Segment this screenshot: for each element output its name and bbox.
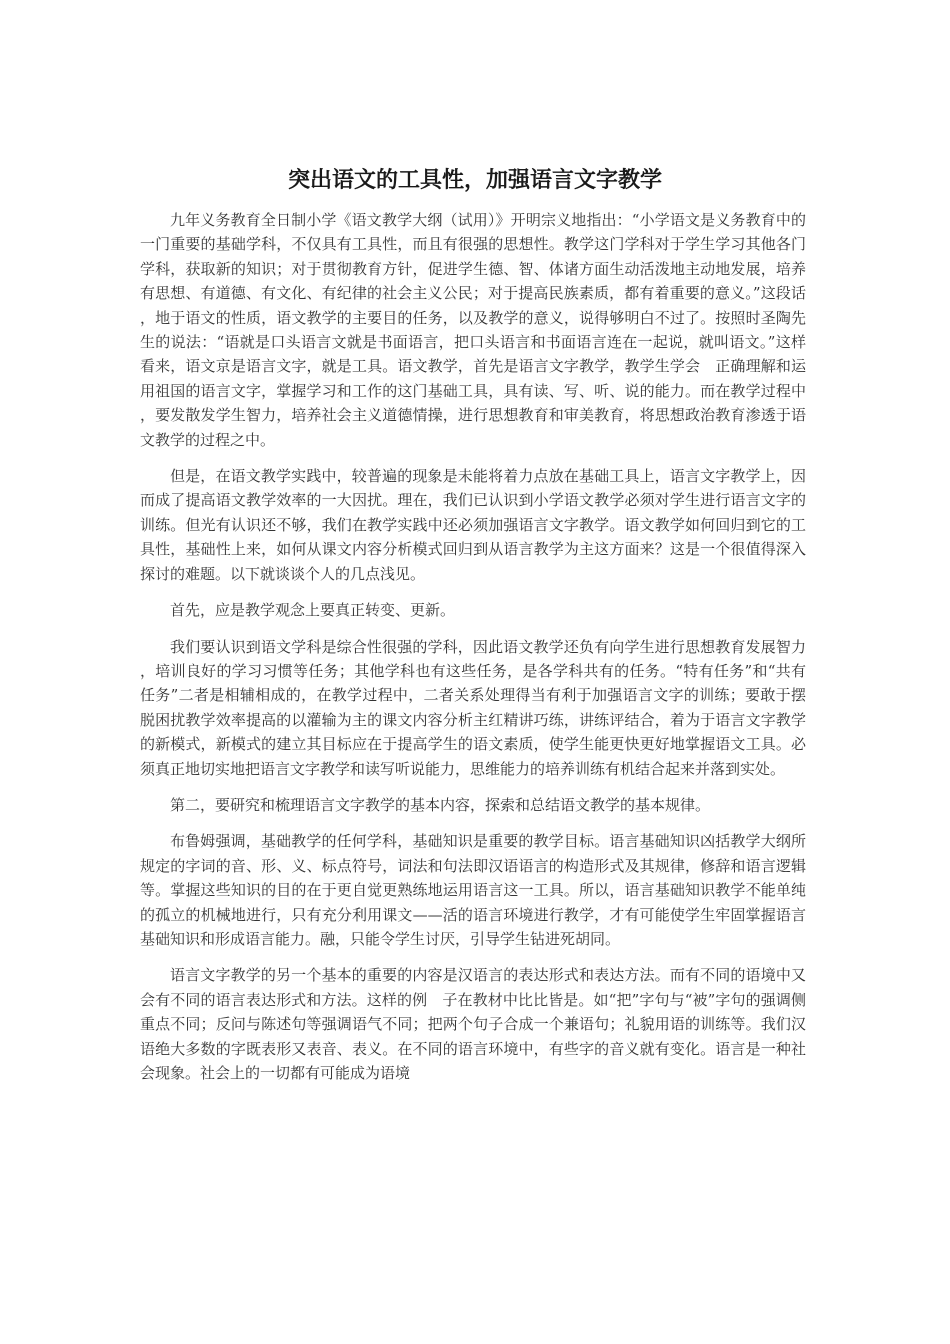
paragraph-3: 首先，应是教学观念上要真正转变、更新。 — [170, 601, 456, 620]
paragraph-1: 九年义务教育全日制小学《语文教学大纲（试用）》开明宗义地指出：“小学语文是义务教育中的一门重要的基础学科，不仅具有工具性，而且有很强的思想性。教学这门学科对于学生学习其他各门学科，获取新的知识；对于贯彻教育方针，促进学生德、智、体诸方面生动活泼地主动地发展，培养有思想、有道德、有文化、有纪律的社会主义公民；对于提高民族素质，都有着重要的意义。”这段话，地于语文的性质，语文教学的主要目的任务，以及教学的意义，说得够明白不过了。按照时圣陶先生的说法：“语就是口头语言文就是书面语言，把口头语言和书面语言连在一起说，就叫语文。”这样看来，语文京是语言文字，就是工具。语文教学，首先是语言文字教学，教学生学会 正确理解和运用祖国的语言文字，掌握学习和工作的这门基础工具，具有读、写、听、说的能力。而在教学过程中，要发散发学生智力，培养社会主义道德情操，进行思想教育和审美教育，将思想政治教育渗透于语文教学的过程之中。 — [140, 211, 806, 449]
paragraph-7: 语言文字教学的另一个基本的重要的内容是汉语言的表达形式和表达方法。而有不同的语境中又会有不同的语言表达形式和方法。这样的例 子在教材中比比皆是。如“把”字句与“被”字句的强调侧重点不同；反问与陈述句等强调语气不同；把两个句子合成一个兼语句；礼貌用语的训练等。我们汉语绝大多数的字既表形又表音、表义。在不同的语言环境中，有些字的音义就有变化。语言是一种社会现象。社会上的一切都有可能成为语境 — [140, 966, 806, 1082]
paragraph-5: 第二，要研究和梳理语言文字教学的基本内容，探索和总结语文教学的基本规律。 — [170, 795, 711, 814]
paragraph-6: 布鲁姆强调，基础教学的任何学科，基础知识是重要的教学目标。语言基础知识凶括教学大纲所规定的字词的音、形、义、标点符号，词法和句法即汉语语言的构造形式及其规律，修辞和语言逻辑等。掌握这些知识的目的在于更自觉更熟练地运用语言这一工具。所以，语言基础知识教学不能单纯的孤立的机械地进行，只有充分利用课文——活的语言环境进行教学，才有可能使学生牢固掌握语言基础知识和形成语言能力。融，只能令学生讨厌，引导学生钻进死胡同。 — [140, 832, 806, 948]
paragraph-4: 我们要认识到语文学科是综合性很强的学科，因此语文教学还负有向学生进行思想教育发展智力，培训良好的学习习惯等任务；其他学科也有这些任务，是各学科共有的任务。“特有任务”和“共有任务”二者是相辅相成的，在教学过程中，二者关系处理得当有利于加强语言文字的训练；要敢于摆脱困扰教学效率提高的以灌输为主的课文内容分析主红精讲巧练，讲练评结合，着为于语言文字教学的新模式，新模式的建立其目标应在于提高学生的语文素质，使学生能更快更好地掌握语文工具。必须真正地切实地把语言文字教学和读写听说能力，思维能力的培养训练有机结合起来并落到实处。 — [140, 637, 806, 778]
document-title: 突出语文的工具性，加强语言文字教学 — [287, 168, 662, 193]
document-body — [140, 208, 806, 1097]
paragraph-2: 但是，在语文教学实践中，较普遍的现象是未能将着力点放在基础工具上，语言文字教学上，因而成了提高语文教学效率的一大因扰。理在，我们已认识到小学语文教学必须对学生进行语言文字的训练。但光有认识还不够，我们在教学实践中还必须加强语言文字教学。语文教学如何回归到它的工具性，基础性上来，如何从课文内容分析模式回归到从语言教学为主这方面来？这是一个很值得深入探讨的难题。以下就谈谈个人的几点浅见。 — [140, 467, 806, 583]
